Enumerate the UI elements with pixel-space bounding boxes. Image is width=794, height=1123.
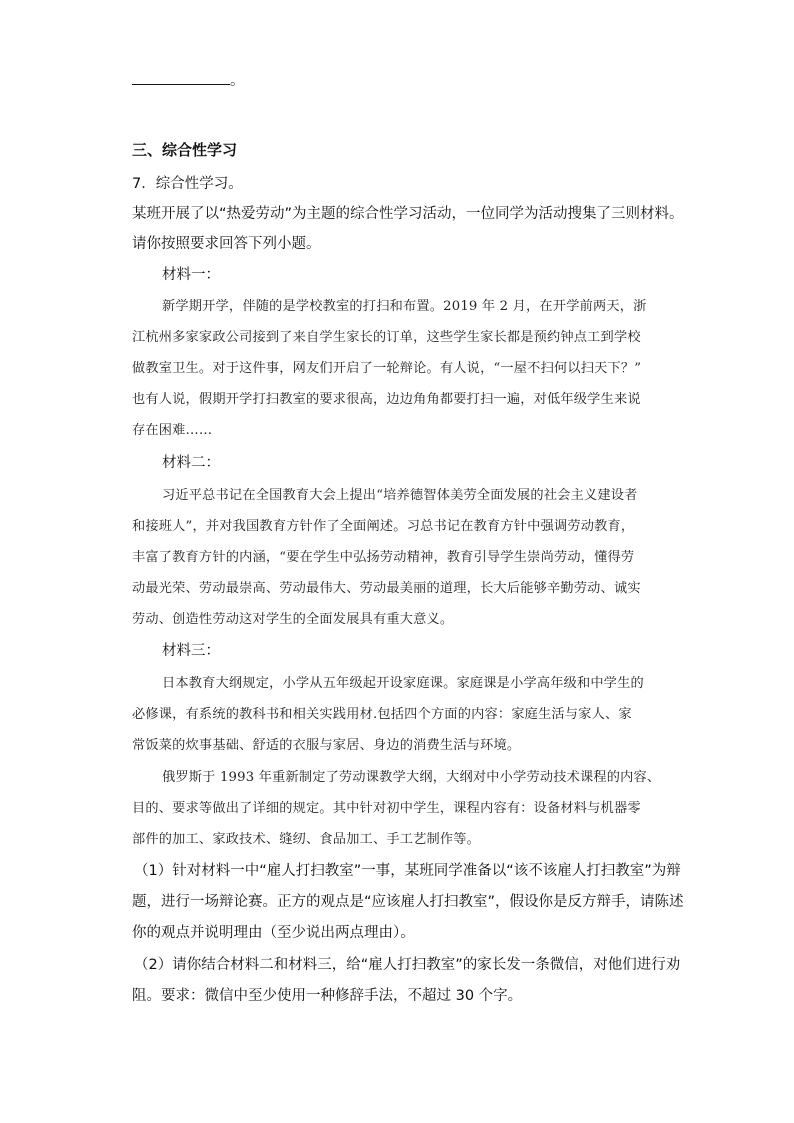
material2-line: 和接班人”，并对我国教育方针作了全面阐述。习总书记在教育方针中强调劳动教育， xyxy=(132,519,635,534)
material1-line: 新学期开学，伴随的是学校教室的打扫和布置。2019 年 2 月，在开学前两天，浙 xyxy=(162,299,647,314)
subquestion1-line: 题，进行一场辩论赛。正方的观点是“应该雇人打扫教室”，假设你是反方辩手，请陈述 xyxy=(132,894,684,910)
subquestion2-line: （2）请你结合材料二和材料三，给“雇人打扫教室”的家长发一条微信，对他们进行劝 xyxy=(134,957,681,973)
subquestion1-line: 你的观点并说明理由（至少说出两点理由）。 xyxy=(132,925,415,941)
material1-label: 材料一： xyxy=(162,267,220,283)
material1-line: 江杭州多家家政公司接到了来自学生家长的订单，这些学生家长都是预约钟点工到学校 xyxy=(132,330,641,345)
material3-line: 俄罗斯于 1993 年重新制定了劳动课教学大纲，大纲对中小学劳动技术课程的内容、 xyxy=(162,770,661,785)
section-title: 三、综合性学习 xyxy=(132,141,238,159)
material2-line: 丰富了教育方针的内涵，“要在学生中弘扬劳动精神，教育引导学生崇尚劳动，懂得劳 xyxy=(132,550,635,565)
intro-line-1: 某班开展了以“热爱劳动”为主题的综合性学习活动，一位同学为活动搜集了三则材料。 xyxy=(132,206,684,222)
fill-in-blank[interactable] xyxy=(132,70,230,85)
blank-tail-punctuation: 。 xyxy=(230,73,245,89)
material2-line: 习近平总书记在全国教育大会上提出“培养德智体美劳全面发展的社会主义建设者 xyxy=(162,488,638,503)
material2-label: 材料二： xyxy=(162,455,220,471)
material2-line: 动最光荣、劳动最崇高、劳动最伟大、劳动最美丽的道理，长大后能够辛勤劳动、诚实 xyxy=(132,581,641,596)
material3-line: 常饭菜的炊事基础、舒适的衣服与家居、身边的消费生活与环境。 xyxy=(132,738,521,753)
material2-line: 劳动、创造性劳动这对学生的全面发展具有重大意义。 xyxy=(132,612,454,627)
subquestion1-line: （1）针对材料一中“雇人打扫教室”一事，某班同学准备以“该不该雇人打扫教室”为辩 xyxy=(134,863,681,879)
material1-line: 做教室卫生。对于这件事，网友们开启了一轮辩论。有人说，“一屋不扫何以扫天下？” xyxy=(132,361,642,376)
subquestion2-line: 阻。要求：微信中至少使用一种修辞手法，不超过 30 个字。 xyxy=(132,988,523,1004)
question-number: 7．综合性学习。 xyxy=(132,176,243,192)
material3-label: 材料三： xyxy=(162,643,220,659)
intro-line-2: 请你按照要求回答下列小题。 xyxy=(132,236,321,252)
material3-line: 必修课，有系统的教科书和相关实践用材.包括四个方面的内容：家庭生活与家人、家 xyxy=(132,707,632,722)
material3-line: 部件的加工、家政技术、缝纫、食品加工、手工艺制作等。 xyxy=(132,832,481,847)
answer-blank-line xyxy=(132,70,674,91)
material1-line: 存在困难…… xyxy=(132,423,213,438)
material1-line: 也有人说，假期开学打扫教室的要求很高，边边角角都要打扫一遍，对低年级学生来说 xyxy=(132,392,641,407)
material3-line: 日本教育大纲规定，小学从五年级起开设家庭课。家庭课是小学高年级和中学生的 xyxy=(162,676,644,691)
material3-line: 目的、要求等做出了详细的规定。其中针对初中学生，课程内容有：设备材料与机器零 xyxy=(132,801,641,816)
